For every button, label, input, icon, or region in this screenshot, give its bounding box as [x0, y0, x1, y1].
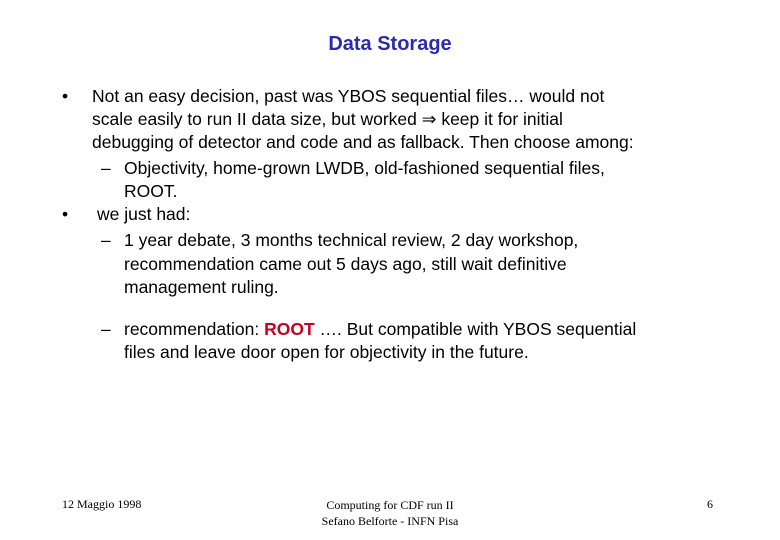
slide-title: Data Storage — [328, 33, 452, 55]
subitem-text-line: files and leave door open for objectivity in the future. — [124, 342, 529, 362]
subitem-text-line: 1 year debate, 3 months technical review, 2 day workshop, — [124, 230, 579, 250]
footer-title: Computing for CDF run II — [326, 498, 454, 512]
subitem-marker: – — [101, 230, 111, 250]
highlight-root: ROOT — [264, 319, 315, 339]
subitem-text-line — [124, 319, 636, 340]
bullet-text-segment: keep it for initial — [441, 109, 563, 129]
bullet-text-line: we just had: — [97, 204, 191, 224]
subitem-text-suffix: …. But compatible with YBOS sequential — [314, 319, 637, 339]
page-number: 6 — [707, 497, 713, 511]
bullet-marker: • — [62, 204, 69, 224]
bullet-text-segment: scale easily to run II data size, but worked — [92, 109, 417, 129]
implies-arrow-icon: ⇒ — [421, 109, 437, 129]
subitem-text-prefix: recommendation: — [124, 319, 265, 339]
bullet-text-line: debugging of detector and code and as fallback. Then choose among: — [92, 132, 634, 152]
subitem-text-line: management ruling. — [124, 277, 279, 297]
subitem-marker: – — [101, 319, 111, 339]
subitem-text-line: recommendation came out 5 days ago, still wait definitive — [124, 254, 567, 274]
footer-author: Sefano Belforte - INFN Pisa — [321, 514, 459, 528]
bullet-marker: • — [62, 86, 69, 106]
subitem-text-line: ROOT. — [124, 181, 178, 201]
footer-date: 12 Maggio 1998 — [62, 497, 142, 511]
subitem-marker: – — [101, 158, 111, 178]
footer-center — [290, 497, 490, 529]
bullet-text-line: Not an easy decision, past was YBOS sequential files… would not — [92, 86, 605, 106]
bullet-text-line — [92, 109, 563, 130]
subitem-text-line: Objectivity, home-grown LWDB, old-fashioned sequential files, — [124, 158, 605, 178]
